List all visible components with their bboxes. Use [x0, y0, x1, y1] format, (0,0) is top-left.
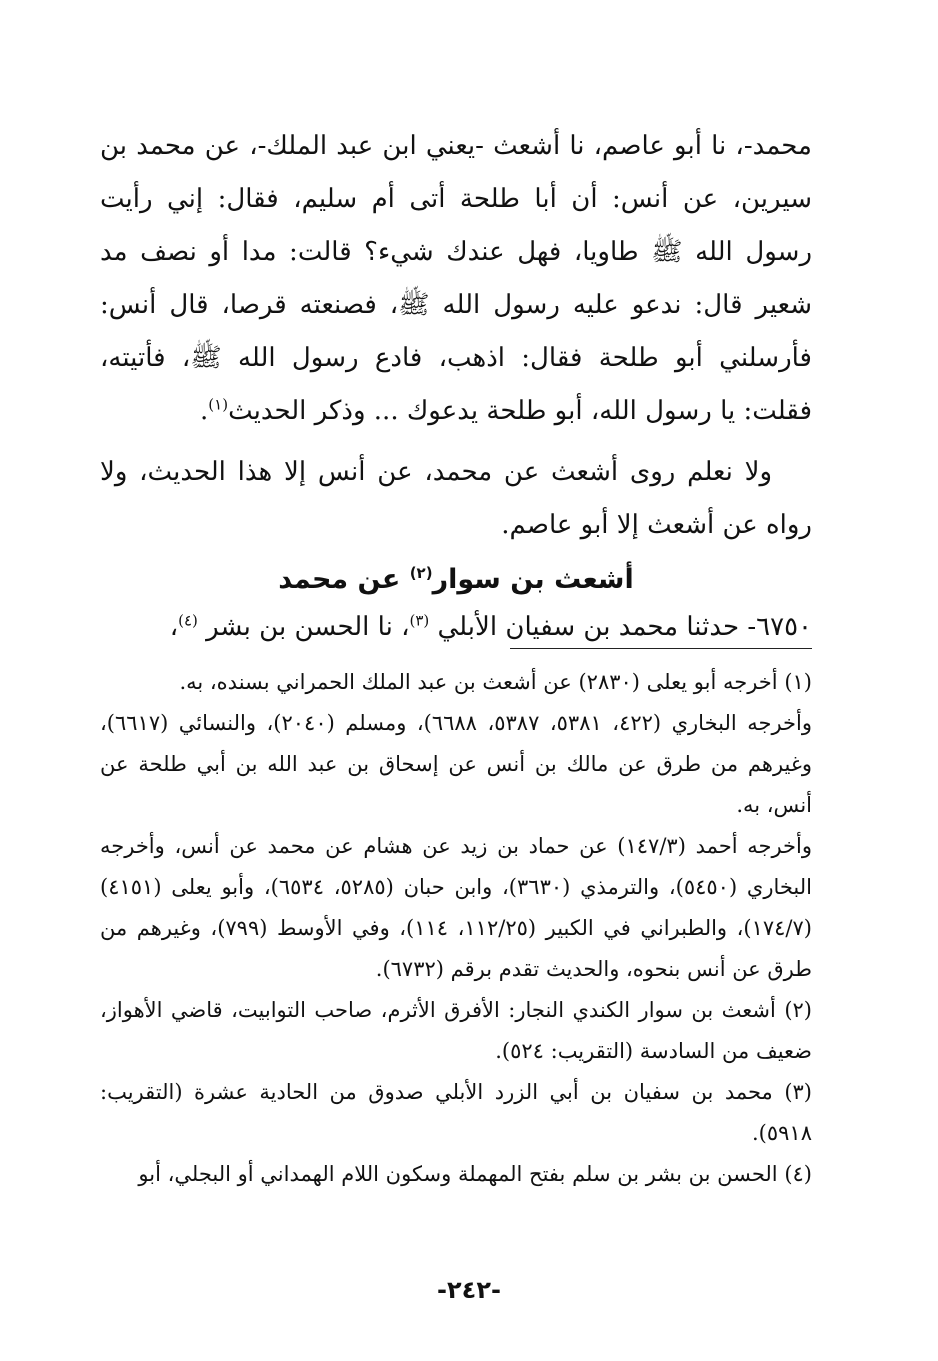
footnote-text: أخرجه أبو يعلى (٢٨٣٠) عن أشعث بن عبد الملك الحمراني بسنده، به. — [179, 670, 778, 694]
footnote-number: (٤) — [784, 1162, 812, 1186]
footnote-divider — [510, 648, 812, 649]
footnote-ref-3[interactable]: (٣) — [409, 611, 430, 630]
paragraph-1: محمد-، نا أبو عاصم، نا أشعث -يعني ابن عبد الملك-، عن محمد بن سيرين، عن أنس: أن أبا طلحة أتى أم سليم، فقال: إني رأيت رسول الله ﷺ طاويا، فهل عندك شيء؟ قالت: مدا أو نصف مد شعير قال: ندعو عليه رسول الله ﷺ، فصنعته قرصا، قال أنس: فأرسلني أبو طلحة فقال: اذهب، فادع رسول الله ﷺ، فأتيته، فقلت: يا رسول الله، أبو طلحة يدعوك ... وذكر الحديث$^{(١)}$. — [100, 131, 812, 426]
footnote-2 — [100, 990, 812, 1072]
main-text — [100, 120, 812, 652]
footnote-4 — [100, 1154, 812, 1195]
footnote-3 — [100, 1072, 812, 1154]
footnote-1 — [100, 662, 812, 703]
footnote-1-line-2: وأخرجه البخاري (٤٢٢، ٥٣٨١، ٥٣٨٧، ٦٦٨٨)، ومسلم (٢٠٤٠)، والنسائي (٦٦١٧)، وغيرهم من طرق عن مالك بن أنس عن إسحاق بن عبد الله بن أبي طلحة عن أنس، به. — [100, 711, 812, 817]
footnote-text: محمد بن سفيان بن أبي الزرد الأبلي صدوق من الحادية عشرة (التقريب: ٥٩١٨). — [100, 1080, 812, 1145]
footnote-text: أشعث بن سوار الكندي النجار: الأفرق الأثرم، صاحب التوابيت، قاضي الأهواز، ضعيف من السادسة (التقريب: ٥٢٤). — [100, 998, 812, 1063]
footnote-ref-1[interactable]: (١) — [208, 395, 229, 414]
page-number: -٢٤٢- — [437, 1276, 501, 1304]
footnote-number: (١) — [784, 670, 812, 694]
footnote-ref-4[interactable]: (٤) — [178, 611, 198, 630]
hadith-opening: ٦٧٥٠- حدثنا محمد بن سفيان الأبلي $^{(٣)}$، نا الحسن بن بشر $^{(٤)}$، — [169, 611, 812, 642]
footnote-number: (٢) — [784, 998, 812, 1022]
footnote-number: (٣) — [784, 1080, 812, 1104]
footnotes — [100, 662, 812, 1195]
section-heading: أشعث بن سوار$^{(٢)}$ عن محمد — [278, 564, 634, 595]
paragraph-2: ولا نعلم روى أشعث عن محمد، عن أنس إلا هذا الحديث، ولا رواه عن أشعث إلا أبو عاصم. — [100, 457, 812, 540]
footnote-ref-2[interactable]: (٢) — [409, 564, 433, 582]
footnote-1-line-3: وأخرجه أحمد (١٤٧/٣) عن حماد بن زيد عن هشام عن محمد عن أنس، وأخرجه البخاري (٥٤٥٠)، والترمذي (٣٦٣٠)، وابن حبان (٥٢٨٥، ٦٥٣٤)، وأبو يعلى (٤١٥١) (١٧٤/٧)، والطبراني في الكبير (١١٢/٢٥، ١١٤)، وفي الأوسط (٧٩٩)، وغيرهم من طرق عن أنس بنحوه، والحديث تقدم برقم (٦٧٣٢). — [100, 834, 812, 981]
footnote-text: الحسن بن بشر بن سلم بفتح المهملة وسكون اللام الهمداني أو البجلي، أبو — [138, 1162, 778, 1186]
